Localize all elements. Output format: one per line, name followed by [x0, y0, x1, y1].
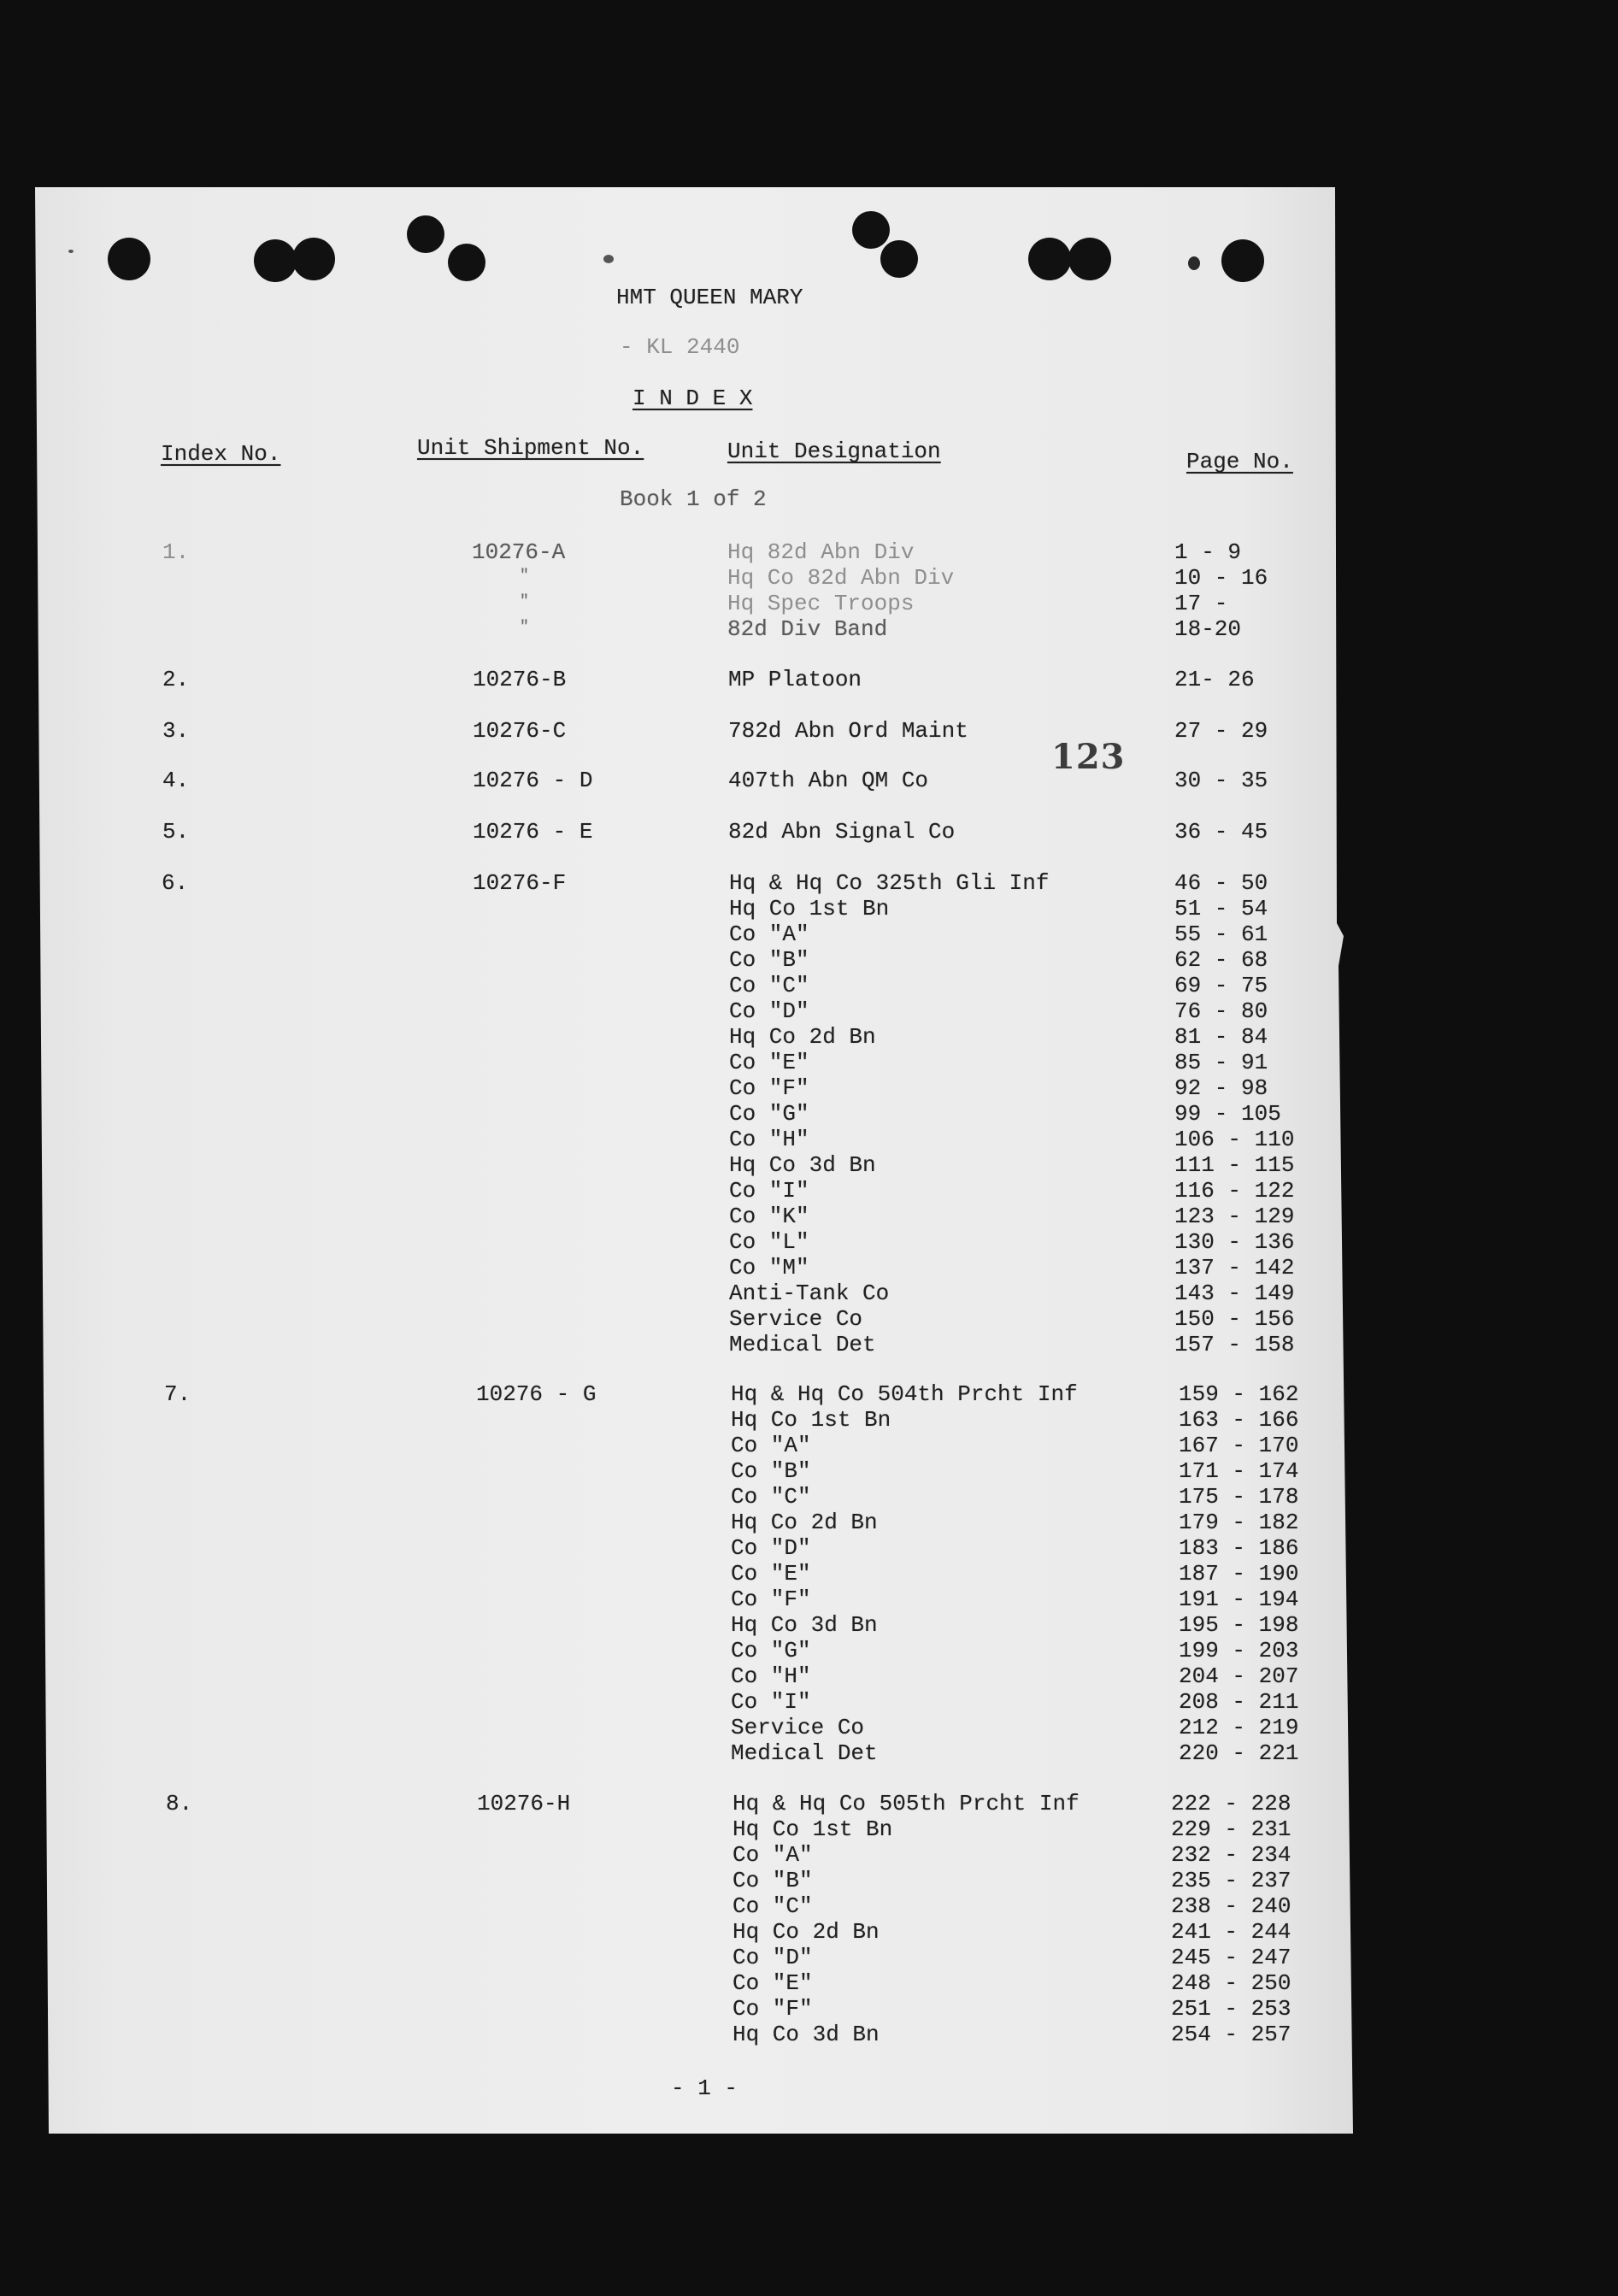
- page-range: 30 - 35: [1174, 768, 1268, 793]
- page-range: 150 - 156: [1174, 1306, 1295, 1332]
- unit-shipment-number: 10276 - G: [476, 1381, 597, 1407]
- unit-designation: Hq & Hq Co 505th Prcht Inf: [733, 1791, 1080, 1816]
- index-number: 6.: [162, 870, 189, 896]
- page-range: 251 - 253: [1171, 1996, 1291, 2022]
- page-range: 62 - 68: [1174, 947, 1268, 973]
- unit-designation: Co "M": [729, 1255, 809, 1280]
- page-range: 191 - 194: [1179, 1587, 1299, 1612]
- unit-designation: Co "E": [733, 1970, 813, 1996]
- page-footer-number: - 1 -: [671, 2075, 738, 2101]
- index-number: 7.: [164, 1381, 191, 1407]
- unit-designation: Co "D": [729, 998, 809, 1024]
- unit-designation: Service Co: [731, 1715, 865, 1740]
- unit-designation: Co "C": [729, 973, 809, 998]
- page-range: 36 - 45: [1174, 819, 1268, 845]
- page-range: 199 - 203: [1179, 1638, 1299, 1663]
- ditto-mark: ": [520, 568, 529, 585]
- column-header-index-no: Index No.: [161, 441, 281, 467]
- unit-designation: Co "F": [731, 1587, 811, 1612]
- page-range: 137 - 142: [1174, 1255, 1295, 1280]
- ditto-mark: ": [520, 619, 529, 636]
- unit-designation: Co "H": [729, 1127, 809, 1152]
- unit-designation: Hq Co 2d Bn: [731, 1510, 878, 1535]
- unit-designation: Co "H": [731, 1663, 811, 1689]
- unit-shipment-number: 10276-C: [473, 718, 567, 744]
- unit-designation: Co "E": [731, 1561, 811, 1587]
- unit-shipment-number: 10276 - E: [473, 819, 593, 845]
- unit-designation: Co "B": [729, 947, 809, 973]
- page-range: 212 - 219: [1179, 1715, 1299, 1740]
- unit-designation: Co "C": [731, 1484, 811, 1510]
- unit-designation: Co "E": [729, 1050, 809, 1075]
- unit-designation: Hq Co 1st Bn: [731, 1407, 891, 1433]
- page-range: 111 - 115: [1174, 1152, 1295, 1178]
- unit-designation: Medical Det: [729, 1332, 876, 1357]
- page-range: 159 - 162: [1179, 1381, 1299, 1407]
- page-range: 143 - 149: [1174, 1280, 1295, 1306]
- page-range: 163 - 166: [1179, 1407, 1299, 1433]
- page-range: 238 - 240: [1171, 1893, 1291, 1919]
- index-number: 3.: [162, 718, 190, 744]
- index-number: 2.: [162, 667, 190, 692]
- page-range: 51 - 54: [1174, 896, 1268, 921]
- page-range: 241 - 244: [1171, 1919, 1291, 1945]
- unit-designation: Co "G": [731, 1638, 811, 1663]
- page-range: 220 - 221: [1179, 1740, 1299, 1766]
- reference-number: - KL 2440: [620, 334, 740, 360]
- unit-shipment-number: 10276-F: [473, 870, 567, 896]
- unit-designation: 407th Abn QM Co: [728, 768, 929, 793]
- unit-designation: 82d Abn Signal Co: [728, 819, 956, 845]
- page-range: 254 - 257: [1171, 2022, 1291, 2047]
- unit-designation: Medical Det: [731, 1740, 878, 1766]
- unit-designation: Co "D": [733, 1945, 813, 1970]
- page-range: 171 - 174: [1179, 1458, 1299, 1484]
- column-header-page-no: Page No.: [1186, 449, 1293, 474]
- unit-shipment-number: 10276-H: [477, 1791, 571, 1816]
- unit-designation: Hq Co 1st Bn: [733, 1816, 893, 1842]
- unit-shipment-number: 10276 - D: [473, 768, 593, 793]
- page-range: 69 - 75: [1174, 973, 1268, 998]
- unit-designation: Co "B": [733, 1868, 813, 1893]
- unit-designation: Hq Co 82d Abn Div: [727, 565, 955, 591]
- unit-designation: Co "C": [733, 1893, 813, 1919]
- unit-designation: Hq Co 2d Bn: [733, 1919, 880, 1945]
- unit-shipment-number: 10276-B: [473, 667, 567, 692]
- unit-designation: Co "A": [731, 1433, 811, 1458]
- unit-designation: MP Platoon: [728, 667, 862, 692]
- page-range: 1 - 9: [1174, 539, 1242, 565]
- page-range: 116 - 122: [1174, 1178, 1295, 1204]
- ship-title: HMT QUEEN MARY: [616, 285, 803, 310]
- ditto-mark: ": [520, 593, 529, 610]
- unit-designation: Hq Co 3d Bn: [731, 1612, 878, 1638]
- page-range: 208 - 211: [1179, 1689, 1299, 1715]
- stamped-number: 123: [1051, 737, 1126, 777]
- unit-designation: Hq & Hq Co 325th Gli Inf: [729, 870, 1050, 896]
- page-range: 235 - 237: [1171, 1868, 1291, 1893]
- unit-shipment-number: 10276-A: [472, 539, 566, 565]
- unit-designation: Hq 82d Abn Div: [727, 539, 915, 565]
- unit-designation: 82d Div Band: [727, 616, 888, 642]
- page-range: 222 - 228: [1171, 1791, 1291, 1816]
- unit-designation: Co "A": [733, 1842, 813, 1868]
- page-range: 183 - 186: [1179, 1535, 1299, 1561]
- page-range: 245 - 247: [1171, 1945, 1291, 1970]
- page-range: 27 - 29: [1174, 718, 1268, 744]
- unit-designation: 782d Abn Ord Maint: [728, 718, 968, 744]
- unit-designation: Co "D": [731, 1535, 811, 1561]
- unit-designation: Hq Co 1st Bn: [729, 896, 890, 921]
- page-range: 167 - 170: [1179, 1433, 1299, 1458]
- index-number: 4.: [162, 768, 190, 793]
- column-header-unit-shipment-no: Unit Shipment No.: [417, 435, 644, 461]
- unit-designation: Co "K": [729, 1204, 809, 1229]
- index-number: 8.: [166, 1791, 193, 1816]
- unit-designation: Co "I": [731, 1689, 811, 1715]
- unit-designation: Co "A": [729, 921, 809, 947]
- unit-designation: Co "G": [729, 1101, 809, 1127]
- unit-designation: Hq Co 3d Bn: [729, 1152, 876, 1178]
- unit-designation: Hq & Hq Co 504th Prcht Inf: [731, 1381, 1078, 1407]
- index-number: 5.: [162, 819, 190, 845]
- page-range: 204 - 207: [1179, 1663, 1299, 1689]
- column-header-unit-designation: Unit Designation: [727, 439, 941, 464]
- unit-designation: Anti-Tank Co: [729, 1280, 890, 1306]
- index-number: 1.: [162, 539, 190, 565]
- page-range: 187 - 190: [1179, 1561, 1299, 1587]
- unit-designation: Service Co: [729, 1306, 863, 1332]
- page-range: 85 - 91: [1174, 1050, 1268, 1075]
- page-range: 81 - 84: [1174, 1024, 1268, 1050]
- page-range: 179 - 182: [1179, 1510, 1299, 1535]
- unit-designation: Co "F": [729, 1075, 809, 1101]
- page-range: 175 - 178: [1179, 1484, 1299, 1510]
- page-range: 10 - 16: [1174, 565, 1268, 591]
- unit-designation: Co "L": [729, 1229, 809, 1255]
- unit-designation: Co "B": [731, 1458, 811, 1484]
- page-range: 123 - 129: [1174, 1204, 1295, 1229]
- page-range: 18-20: [1174, 616, 1242, 642]
- unit-designation: Co "F": [733, 1996, 813, 2022]
- page-range: 92 - 98: [1174, 1075, 1268, 1101]
- page-range: 76 - 80: [1174, 998, 1268, 1024]
- unit-designation: Hq Co 2d Bn: [729, 1024, 876, 1050]
- page-range: 99 - 105: [1174, 1101, 1281, 1127]
- page-range: 248 - 250: [1171, 1970, 1291, 1996]
- page-range: 195 - 198: [1179, 1612, 1299, 1638]
- unit-designation: Hq Co 3d Bn: [733, 2022, 880, 2047]
- page-range: 229 - 231: [1171, 1816, 1291, 1842]
- book-label: Book 1 of 2: [620, 486, 767, 512]
- page-range: 46 - 50: [1174, 870, 1268, 896]
- page-range: 232 - 234: [1171, 1842, 1291, 1868]
- page-range: 55 - 61: [1174, 921, 1268, 947]
- page-range: 106 - 110: [1174, 1127, 1295, 1152]
- page-range: 21- 26: [1174, 667, 1255, 692]
- page-range: 157 - 158: [1174, 1332, 1295, 1357]
- page-range: 17 -: [1174, 591, 1228, 616]
- page-heading: I N D E X: [632, 386, 753, 411]
- page-range: 130 - 136: [1174, 1229, 1295, 1255]
- unit-designation: Hq Spec Troops: [727, 591, 915, 616]
- unit-designation: Co "I": [729, 1178, 809, 1204]
